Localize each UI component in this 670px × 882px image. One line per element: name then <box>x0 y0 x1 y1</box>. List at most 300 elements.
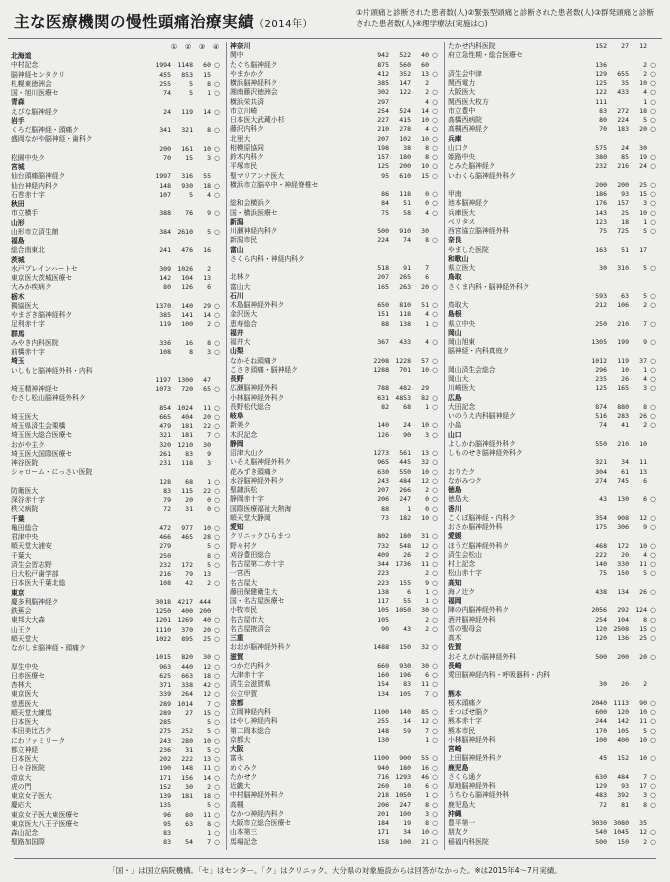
therapy-mark: ○ <box>214 126 220 134</box>
table-row <box>11 737 223 746</box>
table-row <box>11 135 223 144</box>
table-row <box>230 717 441 726</box>
value-3: 8 <box>425 143 429 152</box>
table-row <box>448 384 659 393</box>
value-3: 6 <box>643 495 647 504</box>
value-2: 147 <box>399 79 411 87</box>
facility-name: 新美ク <box>230 421 251 430</box>
value-1: 207 <box>377 134 389 143</box>
table-row <box>448 671 659 680</box>
value-1: 2040 <box>591 698 607 707</box>
therapy-mark: ○ <box>214 736 220 745</box>
facility-name: 大阪市立総合医療セ <box>230 819 292 827</box>
facility-name: 東京女子医大 <box>11 792 52 800</box>
value-1: 254 <box>595 615 607 624</box>
prefecture-heading <box>448 643 659 652</box>
therapy-mark: ○ <box>432 671 438 679</box>
value-1: 108 <box>159 579 171 588</box>
therapy-mark: ○ <box>650 402 656 411</box>
value-3: 2 <box>425 88 429 97</box>
prefecture-name: 愛媛 <box>448 532 462 541</box>
value-2: 161 <box>181 144 193 153</box>
value-2: 180 <box>399 532 411 541</box>
facility-name: おさか脳神経外科 <box>448 523 503 531</box>
therapy-mark: ○ <box>432 689 438 698</box>
value-2: 126 <box>181 283 193 292</box>
value-1: 518 <box>377 264 389 272</box>
prefecture-heading <box>230 42 441 51</box>
value-1: 232 <box>595 162 607 171</box>
therapy-mark: ○ <box>214 579 220 588</box>
value-1: 190 <box>159 764 171 773</box>
value-2: 316 <box>181 172 193 181</box>
value-1: 140 <box>595 560 607 568</box>
prefecture-heading <box>230 440 441 449</box>
value-3: 1 <box>643 365 647 374</box>
facility-name: 木沢記念 <box>230 430 258 439</box>
value-3: 47 <box>203 375 211 384</box>
divider <box>8 38 662 39</box>
table-row <box>448 190 659 199</box>
facility-name: 前橋赤十字 <box>11 348 45 356</box>
value-1: 134 <box>377 689 389 698</box>
prefecture-heading <box>448 597 659 606</box>
facility-name: 恵寿総合 <box>230 319 258 328</box>
facility-name: 愛田脳神経内科・呼吸器科・内科 <box>448 671 550 679</box>
value-3: 7 <box>207 699 211 708</box>
value-3: 21 <box>421 837 429 846</box>
table-row <box>11 681 223 690</box>
value-3: 22 <box>203 422 211 430</box>
therapy-mark: ○ <box>214 209 220 218</box>
therapy-mark: ○ <box>650 412 656 420</box>
value-1: 321 <box>595 458 607 467</box>
facility-name: 金沢医大 <box>230 310 258 319</box>
prefecture-name: 石川 <box>230 291 244 300</box>
facility-name: 第二岡本総合 <box>230 726 271 735</box>
value-3: 12 <box>203 690 211 699</box>
value-3: 13 <box>203 570 211 578</box>
facility-name: むさし松山脳神経外科ク <box>11 394 86 403</box>
table-row <box>230 819 441 828</box>
table-row <box>230 273 441 282</box>
therapy-mark: ○ <box>214 727 220 736</box>
value-2: 156 <box>181 773 193 782</box>
value-3: 10 <box>639 754 647 763</box>
value-3: 8 <box>207 79 211 88</box>
value-2: 283 <box>617 412 629 420</box>
table-row <box>11 209 223 218</box>
facility-name: 横浜栄共済 <box>230 97 264 106</box>
value-3: 3 <box>643 791 647 800</box>
facility-name: クリニックひらまつ <box>230 532 291 541</box>
value-1: 30 <box>599 264 607 272</box>
therapy-mark: ○ <box>432 319 438 328</box>
facility-name: 聖マリアンナ医大 <box>230 171 285 180</box>
value-2: 1045 <box>613 828 629 837</box>
value-3: 8 <box>425 800 429 809</box>
value-2: 8 <box>189 348 193 356</box>
value-2: 3080 <box>613 819 629 827</box>
prefecture-name: 沖縄 <box>448 809 462 818</box>
value-2: 61 <box>621 467 629 476</box>
table-row <box>11 774 223 783</box>
facility-name: 広瀬脳神経外科 <box>230 384 278 393</box>
value-2: 54 <box>185 838 193 847</box>
facility-name: 日本医大千葉北総 <box>11 579 66 588</box>
facility-name: みやき内科医院 <box>11 338 59 347</box>
table-row <box>448 782 659 791</box>
facility-name: 埼玉県済生会栗橋 <box>11 422 66 430</box>
value-1: 302 <box>377 88 389 97</box>
value-3: 0 <box>207 496 211 504</box>
facility-name: 鳥取大 <box>448 301 469 309</box>
facility-name: 済生会滋賀県 <box>230 680 271 689</box>
value-1: 30 <box>599 680 607 689</box>
value-2: 26 <box>403 550 411 559</box>
facility-name: はやし神経内科 <box>230 717 278 726</box>
table-row <box>11 487 223 496</box>
value-1: 500 <box>377 227 389 235</box>
value-2: 76 <box>185 209 193 218</box>
value-2: 1736 <box>395 560 411 568</box>
facility-name: 順天堂大浦安 <box>11 542 52 551</box>
prefecture-name: 広島 <box>448 393 462 402</box>
facility-name: 雪の聖母会 <box>448 624 482 633</box>
table-row <box>11 820 223 829</box>
prefecture-name: 滋賀 <box>230 652 244 661</box>
value-3: 11 <box>639 458 647 467</box>
value-2: 900 <box>399 754 411 763</box>
therapy-mark: ○ <box>432 153 438 161</box>
therapy-mark: ○ <box>432 560 438 568</box>
table-row <box>11 838 223 847</box>
value-2: 548 <box>399 541 411 550</box>
therapy-mark: ○ <box>214 764 220 773</box>
value-1: 631 <box>377 393 389 402</box>
therapy-mark: ○ <box>650 828 656 837</box>
table-row <box>448 283 659 292</box>
value-1: 120 <box>595 634 607 642</box>
value-3: 8 <box>643 800 647 809</box>
facility-name: 京都大 <box>230 735 251 744</box>
table-row <box>448 680 659 689</box>
value-1: 235 <box>595 375 607 383</box>
value-1: 339 <box>159 690 171 699</box>
value-2: 910 <box>399 227 411 235</box>
table-row <box>11 145 223 154</box>
table-row <box>11 172 223 181</box>
facility-name: やまかかク <box>230 69 264 78</box>
prefecture-name: 北海道 <box>11 52 32 60</box>
facility-name: 足利赤十字 <box>11 320 45 329</box>
therapy-mark: ○ <box>214 653 220 662</box>
value-1: 388 <box>159 209 171 218</box>
table-row <box>448 560 659 569</box>
value-2: 930 <box>181 181 193 190</box>
value-1: 250 <box>159 551 171 560</box>
value-3: 15 <box>639 624 647 633</box>
facility-name: にわファミリーク <box>11 736 66 745</box>
table-row <box>230 597 441 606</box>
value-2: 104 <box>617 615 629 624</box>
facility-name: 花みずき頭痛ク <box>230 467 278 476</box>
value-2: 122 <box>399 88 411 97</box>
table-row <box>448 79 659 88</box>
value-2: 152 <box>617 754 629 763</box>
header-4: ④ <box>212 43 220 51</box>
value-3: 10 <box>421 116 429 124</box>
value-1: 354 <box>595 513 607 522</box>
therapy-mark: ○ <box>432 754 438 763</box>
value-3: 9 <box>643 338 647 346</box>
value-1: 250 <box>595 319 607 328</box>
value-3: 2 <box>643 680 647 689</box>
value-3: 7 <box>425 726 429 735</box>
value-2: 610 <box>399 171 411 180</box>
value-3: 4 <box>643 550 647 559</box>
value-1: 516 <box>595 412 607 420</box>
therapy-mark: ○ <box>650 698 656 707</box>
value-3: 3 <box>207 348 211 356</box>
value-2: 27 <box>185 708 193 717</box>
prefecture-name: 愛知 <box>230 523 244 531</box>
table-row <box>230 79 441 88</box>
therapy-mark: ○ <box>214 533 220 541</box>
value-2: 85 <box>621 153 629 161</box>
table-row <box>11 265 223 274</box>
therapy-mark: ○ <box>650 153 656 161</box>
facility-name: 高橋西病院 <box>448 116 482 124</box>
therapy-mark: ○ <box>650 708 656 716</box>
prefecture-name: 福島 <box>11 237 25 245</box>
value-3: 5 <box>207 560 211 569</box>
value-2: 63 <box>621 291 629 300</box>
facility-name: 豊平第一 <box>448 819 476 827</box>
therapy-mark: ○ <box>214 181 220 190</box>
value-3: 5 <box>207 227 211 236</box>
table-row <box>230 569 441 578</box>
facility-name: 日大松戸歯学部 <box>11 570 59 578</box>
value-3: 16 <box>421 763 429 772</box>
therapy-mark: ○ <box>650 365 656 374</box>
table-row <box>448 116 659 125</box>
therapy-mark: ○ <box>214 153 220 162</box>
prefecture-name: 山形 <box>11 218 25 227</box>
facility-name: 静岡赤十字 <box>230 495 264 504</box>
therapy-mark: ○ <box>214 89 220 97</box>
value-2: 210 <box>617 439 629 448</box>
therapy-mark: ○ <box>432 550 438 559</box>
value-3: 1 <box>425 587 429 596</box>
prefecture-name: 群馬 <box>11 329 25 338</box>
value-1: 472 <box>159 523 171 532</box>
value-1: 1273 <box>373 449 389 457</box>
value-3: 65 <box>203 385 211 393</box>
value-1: 1073 <box>155 385 171 393</box>
table-row <box>11 441 223 450</box>
value-3: 12 <box>421 476 429 485</box>
value-3: 9 <box>425 578 429 587</box>
table-row <box>11 635 223 644</box>
value-2: 19 <box>403 819 411 827</box>
prefecture-name: 岐阜 <box>230 412 244 420</box>
therapy-mark: ○ <box>214 616 220 625</box>
value-3: 60 <box>203 61 211 70</box>
value-2: 400 <box>181 607 193 615</box>
table-row <box>11 394 223 403</box>
value-1: 73 <box>381 513 389 522</box>
value-1: 630 <box>377 467 389 476</box>
table-row <box>448 819 659 828</box>
value-3: 1 <box>425 791 429 800</box>
facility-name: ほうだ脳神経外科ク <box>448 541 510 550</box>
value-2: 68 <box>185 477 193 486</box>
value-3: 5 <box>207 718 211 726</box>
value-1: 479 <box>159 422 171 430</box>
table-row <box>230 773 441 782</box>
value-1: 79 <box>163 496 171 504</box>
value-2: 105 <box>617 726 629 735</box>
value-3: 1 <box>425 735 429 744</box>
value-3: 13 <box>421 449 429 457</box>
facility-name: 埼玉医大国際医療セ <box>11 449 73 458</box>
value-1: 206 <box>377 495 389 504</box>
value-2: 200 <box>617 652 629 661</box>
value-3: 8 <box>207 551 211 560</box>
value-1: 279 <box>159 542 171 551</box>
prefecture-heading <box>11 219 223 228</box>
value-1: 289 <box>159 699 171 708</box>
table-row <box>11 274 223 283</box>
prefecture-name: 埼玉 <box>11 357 25 366</box>
facility-name: 順天堂大静岡 <box>230 513 271 522</box>
value-1: 210 <box>377 125 389 134</box>
therapy-mark: ○ <box>432 134 438 143</box>
table-row <box>448 162 659 171</box>
table-row <box>448 791 659 800</box>
therapy-mark: ○ <box>214 801 220 810</box>
table-row <box>448 736 659 745</box>
prefecture-name: 長野 <box>230 375 244 383</box>
table-row <box>11 80 223 89</box>
facility-name: 岡山旭東 <box>448 338 476 346</box>
header-2: ② <box>184 43 192 51</box>
value-1: 788 <box>377 384 389 393</box>
prefecture-heading <box>448 394 659 403</box>
value-1: 344 <box>377 560 389 568</box>
prefecture-name: 東京 <box>11 588 25 597</box>
value-3: 5 <box>643 291 647 300</box>
value-2: 91 <box>403 264 411 272</box>
value-2: 196 <box>399 671 411 679</box>
therapy-mark: ○ <box>650 735 656 744</box>
value-3: 2 <box>643 837 647 846</box>
value-3: 10 <box>421 513 429 522</box>
facility-name: 酒井脳神経外科 <box>448 615 496 624</box>
value-1: 154 <box>377 680 389 689</box>
value-1: 75 <box>599 227 607 235</box>
facility-name: こさき頭痛・脳神経ク <box>230 365 298 374</box>
value-2: 560 <box>399 60 411 69</box>
prefecture-name: 香川 <box>448 504 462 513</box>
value-1: 151 <box>377 310 389 319</box>
therapy-mark: ○ <box>650 541 656 550</box>
therapy-mark: ○ <box>432 495 438 504</box>
table-row <box>230 144 441 153</box>
value-3: 1 <box>425 319 429 328</box>
therapy-mark: ○ <box>214 311 220 319</box>
table-row <box>11 755 223 764</box>
value-1: 129 <box>595 782 607 790</box>
value-1: 152 <box>595 42 607 50</box>
therapy-mark: ○ <box>432 828 438 837</box>
value-2: 10 <box>403 782 411 790</box>
therapy-mark: ○ <box>650 319 656 328</box>
facility-name: 松園中央ク <box>11 153 45 162</box>
facility-name: 立岡神経内科 <box>230 708 271 716</box>
therapy-mark: ○ <box>432 643 438 652</box>
value-1: 117 <box>377 597 389 605</box>
table-row <box>448 181 659 190</box>
value-1: 198 <box>377 143 389 152</box>
facility-name: 朋友ク <box>448 828 469 837</box>
therapy-mark: ○ <box>650 384 656 393</box>
table-row <box>230 320 441 329</box>
value-3: 6 <box>425 671 429 679</box>
prefecture-heading <box>448 532 659 541</box>
value-3: 10 <box>203 144 211 153</box>
facility-name: 関西電力 <box>448 79 476 87</box>
value-3: 0 <box>207 505 211 514</box>
value-3: 444 <box>199 597 211 606</box>
value-2: 216 <box>617 162 629 171</box>
table-row <box>11 108 223 117</box>
therapy-mark: ○ <box>432 402 438 411</box>
table-row <box>448 551 659 560</box>
table-row <box>448 616 659 625</box>
value-3: 55 <box>203 172 211 181</box>
therapy-mark: ○ <box>432 143 438 152</box>
table-row <box>448 366 659 375</box>
value-3: 2 <box>207 782 211 791</box>
value-1: 86 <box>381 190 389 198</box>
facility-name: 岡山大 <box>448 375 469 383</box>
value-2: 141 <box>181 311 193 319</box>
value-1: 1012 <box>591 356 607 365</box>
value-2: 5 <box>189 190 193 199</box>
table-row <box>11 468 223 477</box>
therapy-mark: ○ <box>650 301 656 309</box>
prefecture-name: 茨城 <box>11 255 25 264</box>
value-2: 35 <box>621 79 629 87</box>
value-3: 1 <box>207 477 211 486</box>
therapy-mark: ○ <box>650 180 656 189</box>
value-2: 663 <box>181 671 193 680</box>
facility-name: 厚生中央 <box>11 662 39 671</box>
value-3: 8 <box>643 402 647 411</box>
value-3: 6 <box>643 476 647 485</box>
therapy-mark: ○ <box>650 624 656 633</box>
facility-name: たかせ内科医院 <box>448 42 496 50</box>
table-row <box>11 450 223 459</box>
facility-name: 本田美比古ク <box>11 727 52 736</box>
therapy-mark: ○ <box>650 338 656 346</box>
value-1: 83 <box>163 838 171 847</box>
facility-name: 北林ク <box>230 273 251 282</box>
facility-name: 西宮協立脳神経外科 <box>448 227 510 235</box>
table-row <box>230 135 441 144</box>
